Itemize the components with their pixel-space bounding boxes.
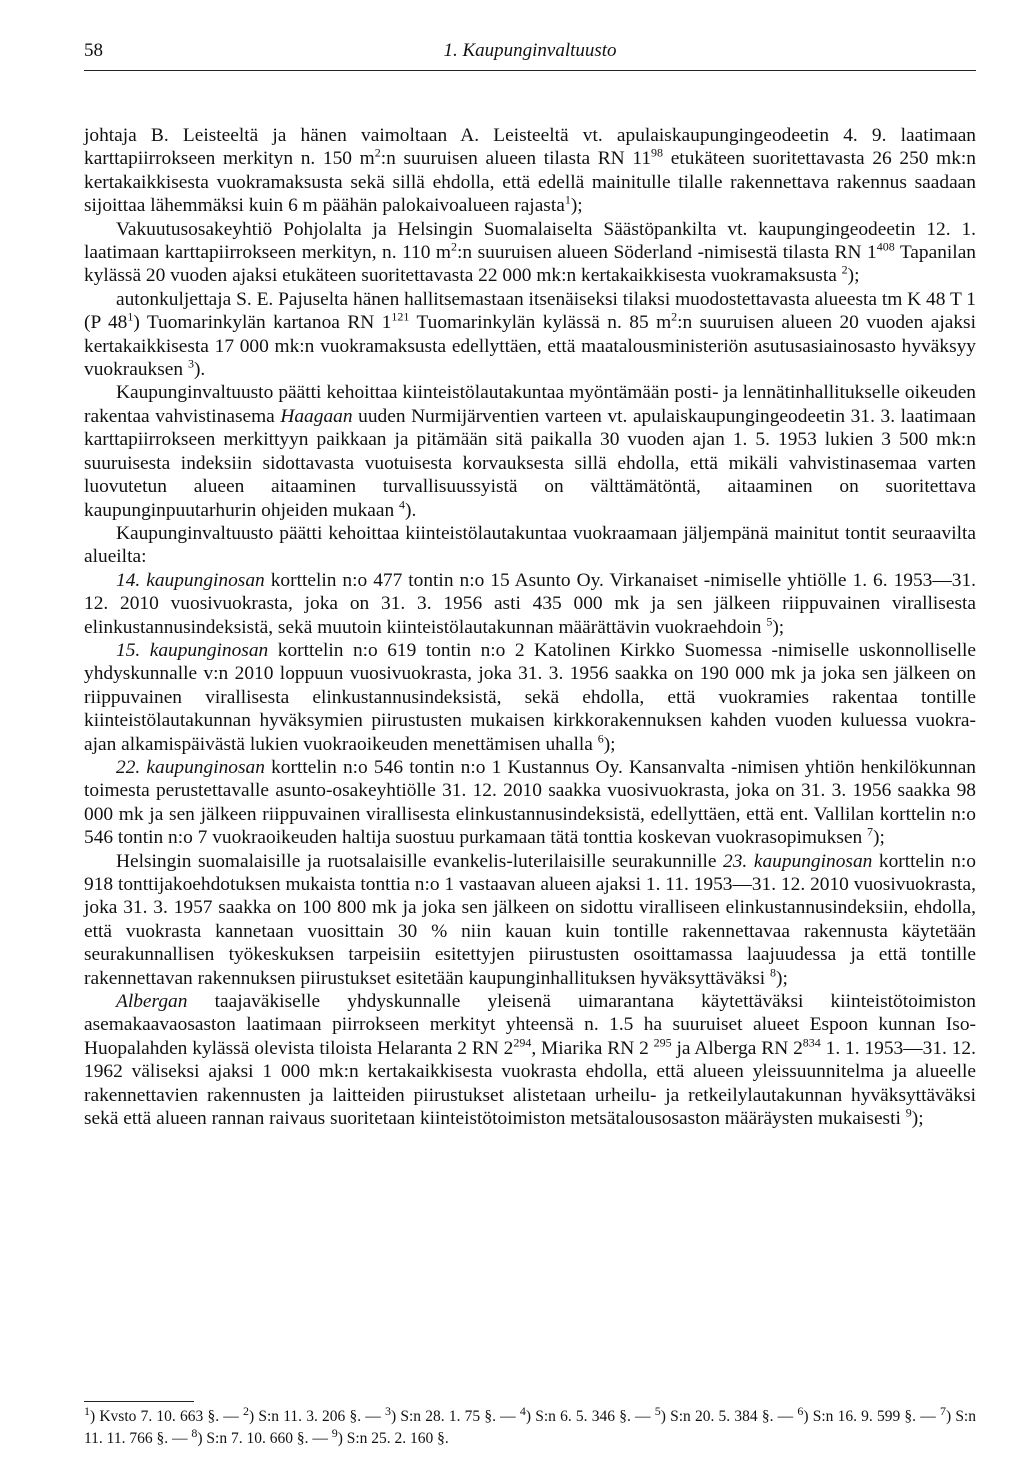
footnote-ref: 7 — [867, 824, 874, 839]
text-run: ) S:n 7. 10. 660 §. — — [197, 1430, 332, 1447]
footnote-ref: 9 — [905, 1105, 912, 1120]
text-run: taajaväkiselle yhdyskunnalle yleisenä uimarantana käytettäväksi kiinteistötoimiston asemakaavaosaston laatimaan piirrokseen merkityt yhteensä n. 1.5 ha suuruiset alueet Espoon kunnan Iso-Huopalahden kylässä olevista tiloista Helaranta 2 RN 2 — [84, 991, 976, 1059]
text-run: Kaupunginvaltuusto päätti kehoittaa kiinteistölautakuntaa myöntämään posti- ja lennätinhallitukselle oikeuden rakentaa vahvistinasema — [84, 382, 976, 427]
text-run: ) Kvsto 7. 10. 663 §. — — [90, 1408, 243, 1425]
footnote-ref: 7 — [939, 1403, 946, 1418]
footnote-ref: 5 — [766, 614, 773, 629]
footnote-ref: 4 — [519, 1403, 526, 1418]
footnote-ref: 5 — [654, 1403, 661, 1418]
footnote-ref: 1 — [127, 309, 134, 324]
text-run: etukäteen suoritettavasta 26 250 mk:n kertakaikkisesta vuokramaksusta sekä sillä ehdolla, että edellä mainitulle tilalle rakennettava rakennus saadaan sijoittaa lähemmäksi kuin 6 m päähän palokaivoalueen rajasta — [84, 148, 976, 217]
running-title: 1. Kaupunginvaltuusto — [443, 40, 617, 61]
paragraph — [84, 288, 976, 382]
italic-text: 14. kaupunginosan — [116, 569, 265, 591]
paragraph — [84, 990, 976, 1130]
footnote-ref: 3 — [187, 356, 194, 371]
text-run: ja Alberga RN 2 — [671, 1037, 803, 1059]
footnote-ref: 1 — [564, 192, 571, 207]
footnote-ref: 295 — [653, 1035, 672, 1050]
text-run: ) S:n 28. 1. 75 §. — — [391, 1408, 520, 1425]
footnote-ref: 6 — [597, 731, 604, 746]
text-run: ). — [193, 359, 206, 381]
text-run: korttelin n:o 918 tonttijakoehdotuksen mukaista tonttia n:o 1 vastaavan alueen ajaksi 1. 11. 1953—31. 12. 2010 vuosivuokrasta, joka 31. 3. 1957 saakka on 100 800 mk ja joka sen jälkeen on sidottu viralliseen elinkustannusindeksiin, ehdolla, että vuokrasta kannetaan vuosittain 30 % niin kauan kuin tontille rakennettavaa rakennusta käytetään seurakunnallisen työkeskuksen tarpeisiin esitettyjen piirustusten osoittamassa laajuudessa ja että tontille rakennettavan rakennuksen piirustukset esitetään kaupunginhallituksen hyväksyttäväksi — [84, 850, 976, 989]
footnote-ref: 1 — [84, 1403, 90, 1418]
text-run: Helsingin suomalaisille ja ruotsalaisille evankelis-luterilaisille seurakunnille — [116, 850, 724, 872]
text-run: ) S:n 16. 9. 599 §. — — [803, 1408, 940, 1425]
footnote-ref: 8 — [770, 965, 777, 980]
text-run: uuden Nurmijärventien varteen vt. apulaiskaupungingeodeetin 31. 3. laatimaan karttapiirrokseen merkittyyn paikkaan ja pitämään sitä paikalla 30 vuoden ajan 1. 5. 1953 lukien 3 500 mk:n suuruisesta indeksiin sidottavasta vuotuisesta korvauksesta sillä ehdolla, että mikäli vahvistinasemaa varten luovutetun alueen aitaaminen turvallisuussyistä on välttämätöntä, aitaaminen on suoritettava kaupunginpuutarhurin ohjeiden mukaan — [84, 405, 976, 521]
text-run: ); — [847, 265, 860, 287]
text-run: ); — [570, 195, 583, 217]
footnote-ref: 2 — [374, 145, 381, 160]
text-run: ) S:n 11. 11. 766 §. — — [84, 1408, 976, 1447]
text-run: ) Tuomarinkylän kartanoa RN 1 — [133, 312, 392, 334]
text-run: Kaupunginvaltuusto päätti kehoittaa kiinteistölautakuntaa vuokraamaan jäljempänä mainitut tontit seuraavilta alueilta: — [84, 522, 976, 568]
text-run: :n suuruisen alueen Söderland -nimisestä tilasta RN 1 — [457, 242, 877, 264]
text-run: Tapanilan kylässä 20 vuoden ajaksi etukäteen suoritettavasta 22 000 mk:n kertakaikkisesta vuokramaksusta — [84, 242, 976, 287]
text-run: ). — [405, 499, 417, 521]
text-run: ); — [776, 967, 788, 989]
italic-text: 15. kaupunginosan — [116, 639, 269, 661]
footnote-ref: 3 — [385, 1403, 392, 1418]
footnote-rule — [84, 1401, 194, 1402]
footnote-ref: 2 — [451, 239, 458, 254]
paragraph — [84, 522, 976, 569]
text-run: :n suuruisen alueen tilasta RN 11 — [380, 148, 652, 170]
italic-text: 22. kaupunginosan — [116, 756, 265, 778]
paragraph — [84, 756, 976, 850]
text-run: ) S:n 6. 5. 346 §. — — [525, 1408, 655, 1425]
footnote-ref: 834 — [802, 1035, 821, 1050]
text-run: korttelin n:o 477 tontin n:o 15 Asunto Oy. Virkanaiset -nimiselle yhtiölle 1. 6. 1953—31. 12. 2010 vuosivuokrasta, joka on 31. 3. 1956 asti 435 000 mk ja sen jälkeen riippuvainen virallisesta elinkustannusindeksistä, sekä muutoin kiinteistölautakunnan määrättävin vuokraehdoin — [84, 569, 976, 638]
paragraph — [84, 639, 976, 756]
footnote-ref: 408 — [876, 239, 895, 254]
footnote-ref: 4 — [399, 497, 406, 512]
body-text — [84, 124, 976, 1130]
footnote-ref: 2 — [671, 309, 678, 324]
header-rule — [84, 70, 976, 71]
footnote-ref: 2 — [841, 262, 848, 277]
text-run: :n suuruisen alueen 20 vuoden ajaksi kertakaikkisesta 17 000 mk:n vuokramaksusta edellyttäen, että maatalousministeriön asutusasiainosasto hyväksyy vuokrauksen — [84, 312, 976, 381]
italic-text: Haagaan — [280, 405, 353, 427]
text-run: ) S:n 25. 2. 160 §. — [337, 1430, 449, 1447]
paragraph — [84, 569, 976, 639]
text-run: johtaja B. Leisteeltä ja hänen vaimoltaan A. Leisteeltä vt. apulaiskaupungingeodeetin 4. 9. laatimaan karttapiirrokseen merkityn n. 150 m — [84, 125, 976, 170]
page-number: 58 — [84, 40, 103, 61]
footnote-ref: 294 — [513, 1035, 532, 1050]
paragraph — [84, 850, 976, 990]
document-page — [84, 34, 976, 1447]
text-run: ); — [603, 733, 616, 755]
text-run: korttelin n:o 546 tontin n:o 1 Kustannus Oy. Kansanvalta -nimisen yhtiön henkilökunnan toimesta perustettavalle asunto-osakeyhtiölle 31. 12. 2010 saakka vuosivuokrasta, joka on 31. 3. 1956 saakka 98 000 mk ja sen jälkeen riippuvainen virallisesta elinkustannusindeksistä, edellyttäen, että ent. Vallilan korttelin n:o 546 tontin n:o 7 vuokraoikeuden haltija suostuu purkamaan tätä tonttia koskevan vuokrasopimuksen — [84, 756, 976, 849]
text-run: ); — [873, 827, 885, 849]
footnote-ref: 98 — [651, 145, 664, 160]
italic-text: 23. kaupunginosan — [723, 850, 873, 872]
paragraph — [84, 218, 976, 288]
footnote-ref: 8 — [191, 1425, 198, 1440]
footnote-ref: 121 — [391, 309, 410, 324]
text-run: ); — [911, 1108, 924, 1130]
text-run: ) S:n 11. 3. 206 §. — — [248, 1408, 386, 1425]
text-run: ) S:n 20. 5. 384 §. — — [660, 1408, 798, 1425]
footnote-ref: 2 — [242, 1403, 249, 1418]
text-run: ); — [772, 616, 785, 638]
page-header — [84, 34, 976, 64]
text-run: autonkuljettaja S. E. Pajuselta hänen hallitsemastaan itsenäiseksi tilaksi muodostettavasta alueesta tm K 48 T 1 (P 48 — [84, 288, 976, 334]
footnotes — [84, 1403, 976, 1450]
italic-text: Albergan — [116, 991, 188, 1013]
footnote-ref: 6 — [797, 1403, 804, 1418]
paragraph — [84, 124, 976, 218]
footnote-ref: 9 — [331, 1425, 338, 1440]
text-run: 1. 1. 1953—31. 12. 1962 väliseksi ajaksi 1 000 mk:n kertakaikkisesta vuokrasta ehdolla, että alueen yleissuunnitelma ja alueelle rakennettavien rakennusten ja laitteiden piirustukset alistetaan urheilu- ja retkeilylautakunnan hyväksyttäväksi sekä että alueen rannan raivaus suoritetaan kiinteistötoimiston metsätalousosaston määräysten mukaisesti — [84, 1037, 976, 1130]
text-run: , Miarika RN 2 — [531, 1037, 654, 1059]
text-run: Tuomarinkylän kylässä n. 85 m — [409, 312, 672, 334]
paragraph — [84, 381, 976, 521]
text-run: korttelin n:o 619 tontin n:o 2 Katolinen Kirkko Suomessa -nimiselle uskonnolliselle yhdyskunnalle v:n 2010 loppuun vuosivuokrasta, joka 31. 3. 1956 saakka on 190 000 mk ja joka sen jälkeen on riippuvainen virallisesta elinkustannusindeksistä, sekä ehdolla, että vuokramies rakentaa tontille kiinteistölautakunnan hyväksymien piirustusten mukaisen kirkkorakennuksen kahden vuoden kuluessa vuokra-ajan alkamispäivästä lukien vuokraoikeuden menettämisen uhalla — [84, 639, 976, 755]
text-run: Vakuutusosakeyhtiö Pohjolalta ja Helsingin Suomalaiselta Säästöpankilta vt. kaupungingeodeetin 12. 1. laatimaan karttapiirrokseen merkityn, n. 110 m — [84, 218, 976, 264]
